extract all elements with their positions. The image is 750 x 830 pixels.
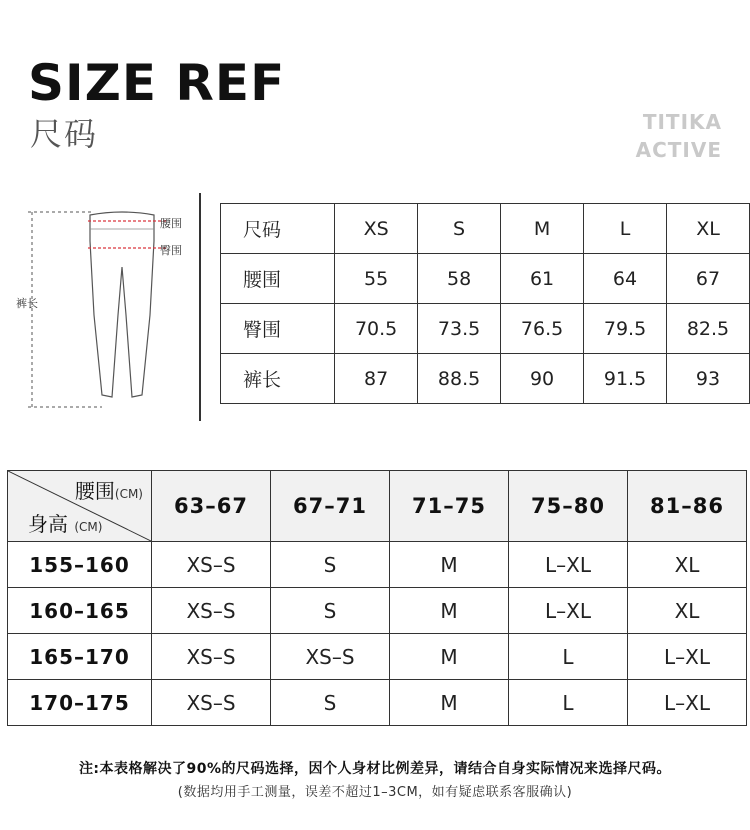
row-label: 臀围 xyxy=(221,304,335,354)
table-cell: L–XL xyxy=(628,634,747,680)
table-cell: L–XL xyxy=(509,542,628,588)
table-cell: 93 xyxy=(667,354,750,404)
table-row xyxy=(221,354,750,404)
corner-height-unit: (CM) xyxy=(74,520,103,534)
note-secondary: (数据均用手工测量，误差不超过1–3CM，如有疑虑联系客服确认) xyxy=(177,785,573,800)
page-subtitle: 尺码 xyxy=(30,115,99,153)
table-cell: XS–S xyxy=(152,542,271,588)
table-row xyxy=(221,304,750,354)
table-row xyxy=(8,634,747,680)
section-divider xyxy=(199,193,201,421)
waist-range-header: 71–75 xyxy=(390,471,509,542)
size-measurement-table xyxy=(220,203,750,404)
table-cell: XL xyxy=(628,542,747,588)
waist-range-header: 63–67 xyxy=(152,471,271,542)
table-cell: 76.5 xyxy=(501,304,584,354)
size-col-header: S xyxy=(418,204,501,254)
table-cell: M xyxy=(390,634,509,680)
table-cell: XS–S xyxy=(152,588,271,634)
table-row xyxy=(8,680,747,726)
brand-line-1: TITIKA xyxy=(642,110,722,134)
table-cell: XL xyxy=(628,588,747,634)
height-range: 165–170 xyxy=(8,634,152,680)
height-range: 160–165 xyxy=(8,588,152,634)
row-label: 腰围 xyxy=(221,254,335,304)
leggings-illustration xyxy=(16,195,202,420)
table-row xyxy=(8,588,747,634)
page-title: SIZE REF xyxy=(28,54,286,112)
note-primary: 注:本表格解决了90%的尺码选择，因个人身材比例差异，请结合自身实际情况来选择尺码。 xyxy=(78,761,672,777)
table-cell: XS–S xyxy=(152,634,271,680)
table-cell: 70.5 xyxy=(335,304,418,354)
corner-height-label: 身高 xyxy=(28,512,68,536)
corner-waist-label: 腰围 xyxy=(74,479,115,503)
corner-height xyxy=(28,508,102,537)
table-cell: L xyxy=(509,680,628,726)
table-cell: 91.5 xyxy=(584,354,667,404)
waist-range-header: 67–71 xyxy=(271,471,390,542)
fit-recommendation-table xyxy=(7,470,747,726)
size-col-header: XL xyxy=(667,204,750,254)
table-cell: L xyxy=(509,634,628,680)
table-cell: S xyxy=(271,588,390,634)
table-cell: 61 xyxy=(501,254,584,304)
table-cell: XS–S xyxy=(152,680,271,726)
hip-label: 臀围 xyxy=(160,244,182,257)
table-cell: L–XL xyxy=(509,588,628,634)
size-col-header: L xyxy=(584,204,667,254)
brand-logo xyxy=(636,108,722,164)
table-cell: 67 xyxy=(667,254,750,304)
table-cell: 87 xyxy=(335,354,418,404)
table-cell: XS–S xyxy=(271,634,390,680)
diagonal-corner-cell xyxy=(8,471,152,542)
table-cell: 73.5 xyxy=(418,304,501,354)
size-col-header: M xyxy=(501,204,584,254)
table-cell: 79.5 xyxy=(584,304,667,354)
table-cell: 82.5 xyxy=(667,304,750,354)
table-cell: 58 xyxy=(418,254,501,304)
waist-range-header: 81–86 xyxy=(628,471,747,542)
height-range: 155–160 xyxy=(8,542,152,588)
table-row xyxy=(8,542,747,588)
table-cell: 55 xyxy=(335,254,418,304)
corner-waist-unit: (CM) xyxy=(114,487,143,501)
length-label: 裤长 xyxy=(16,297,38,310)
brand-line-2: ACTIVE xyxy=(635,138,722,162)
height-range: 170–175 xyxy=(8,680,152,726)
size-col-header: XS xyxy=(335,204,418,254)
table-cell: S xyxy=(271,542,390,588)
corner-waist xyxy=(75,475,143,504)
table-cell: 64 xyxy=(584,254,667,304)
table-cell: 88.5 xyxy=(418,354,501,404)
table-cell: M xyxy=(390,542,509,588)
size-corner-label: 尺码 xyxy=(221,204,335,254)
table-cell: M xyxy=(390,588,509,634)
table-cell: L–XL xyxy=(628,680,747,726)
table-cell: M xyxy=(390,680,509,726)
waist-label: 腰围 xyxy=(160,217,182,230)
table-cell: S xyxy=(271,680,390,726)
size-header-row xyxy=(221,204,750,254)
waist-range-header: 75–80 xyxy=(509,471,628,542)
table-cell: 90 xyxy=(501,354,584,404)
row-label: 裤长 xyxy=(221,354,335,404)
fit-header-row xyxy=(8,471,747,542)
table-row xyxy=(221,254,750,304)
